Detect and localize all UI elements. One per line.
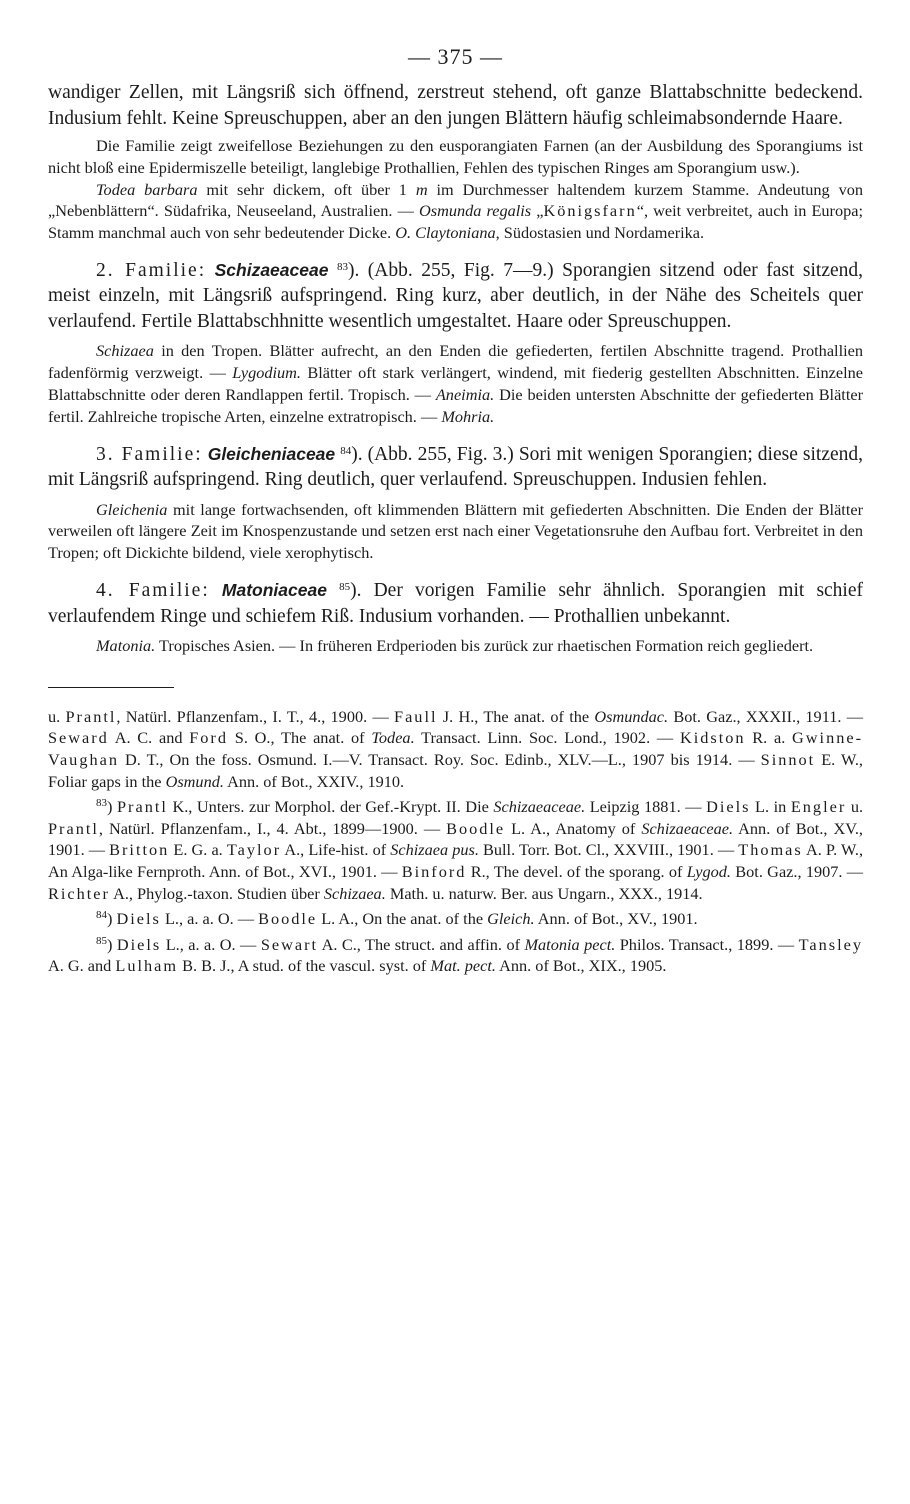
family-label: 2. Familie:	[96, 259, 207, 281]
text-fragment: Bot. Gaz., 1907. —	[731, 862, 864, 882]
text-fragment: Leipzig 1881. —	[585, 797, 707, 817]
text-fragment: , Südostasien und Nordamerika.	[495, 223, 705, 243]
author-name: Kidston	[679, 728, 746, 748]
footnote-84	[48, 908, 863, 930]
family-name: Matoniaceae	[221, 580, 327, 601]
author-name: Tansley	[798, 934, 864, 954]
footnote-number: 83	[96, 797, 107, 810]
text-fragment: A., Life-hist. of	[281, 840, 391, 860]
text-fragment: A. C., The struct. and affin. of	[318, 934, 525, 954]
footnote-divider	[48, 687, 174, 688]
text-fragment: Math. u. naturw. Ber. aus Ungarn., XXX., 1914.	[385, 883, 703, 903]
italic-term: Todea.	[371, 728, 415, 748]
text-fragment: in den Tropen. Blätter aufrecht, an den Enden die gefiederten, fertilen Abschnitte tragend. Prothallien fadenförmig verzweigt. —	[48, 341, 863, 383]
author-name: Taylor	[226, 840, 282, 860]
author-name: Engler	[790, 797, 847, 817]
text-fragment: A. G. and	[48, 956, 116, 976]
text-fragment: , Natürl. Pflanzenfam., I. T., 4., 1900. —	[116, 706, 395, 726]
text-fragment: L., a. a. O. —	[161, 934, 261, 954]
family-label: 4. Familie:	[96, 580, 210, 602]
text-fragment: K., Unters. zur Morphol. der Gef.-Krypt. II. Die	[167, 797, 494, 817]
italic-term: Osmund.	[165, 771, 224, 791]
italic-term: Osmundac.	[594, 706, 669, 726]
text-fragment: Transact. Linn. Soc. Lond., 1902. —	[414, 728, 680, 748]
text-fragment: Die beiden untersten Abschnitte der gefiederten Blätter fertil. Zahlreiche tropische Arten, einzelne extratropisch. —	[48, 385, 863, 426]
text-fragment: mit sehr dickem, oft über 1	[197, 179, 416, 199]
text-fragment: Blätter oft stark verlängert, windend, mit fiederig gestellten Abschnitten. Einzelne Blattabschnitte oder deren Randlappen fertil. Tropisch. —	[48, 363, 863, 405]
author-name: Thomas	[738, 840, 803, 860]
author-name: Boodle	[446, 818, 506, 838]
genus-name: Osmunda regalis	[418, 201, 532, 221]
footnote-number: 84	[96, 909, 107, 922]
text-fragment: “, weit verbreitet, auch in Europa; Stamm manchmal auch von sehr bedeutender Dicke.	[48, 201, 864, 243]
text-fragment: im Durchmesser haltendem kurzem Stamme. Andeutung von „Nebenblättern“. Südafrika, Neuseeland, Australien. —	[48, 179, 864, 221]
italic-term: Mat. pect.	[430, 956, 496, 976]
family-heading-gleicheniaceae	[48, 442, 863, 493]
family-name: Gleicheniaceae	[207, 443, 336, 464]
text-fragment: Bot. Gaz., XXXII., 1911. —	[668, 706, 863, 726]
author-name: Britton	[109, 840, 170, 860]
genus-name: Mohria.	[441, 406, 495, 426]
text-fragment: Philos. Transact., 1899. —	[615, 934, 799, 954]
osmundaceae-note-1: Die Familie zeigt zweifellose Beziehungen zu den eusporangiaten Farnen (an der Ausbildung des Sporangiums ist nicht bloß eine Epidermiszelle beteiligt, langlebige Prothallien, Fehlen des typischen Ringes am Sporangium usw.).	[48, 136, 863, 177]
genus-name: Gleichenia	[96, 499, 168, 519]
text-fragment: )	[107, 909, 117, 929]
page	[48, 44, 863, 977]
family-heading-matoniaceae	[48, 578, 863, 629]
author-name: Sewart	[260, 934, 319, 954]
author-name: Richter	[48, 883, 110, 903]
author-name: Ford	[189, 728, 228, 748]
text-fragment: Ann. of Bot., XXIV., 1910.	[223, 771, 405, 791]
footnote-continued	[48, 706, 863, 792]
text-fragment: A. P. W., An Alga-like Fernproth. Ann. of Bot., XVI., 1901. —	[48, 840, 864, 882]
genus-name: O. Claytoniana	[395, 223, 496, 243]
osmundaceae-note-2	[48, 179, 863, 244]
italic-term: Schizaea.	[323, 883, 386, 903]
author-name: Boodle	[258, 909, 318, 929]
osmundaceae-description: wandiger Zellen, mit Längsriß sich öffnend, zerstreut stehend, oft ganze Blattabschnitte bedeckend. Indusium fehlt. Keine Spreuschuppen, aber an den jungen Blättern häufig schleimabsondernde Haare.	[48, 82, 863, 129]
author-name: Gwinne-Vaughan	[48, 728, 864, 770]
author-name: Sinnot	[760, 750, 816, 770]
text-fragment: Bull. Torr. Bot. Cl., XXVIII., 1901. —	[478, 840, 739, 860]
text-fragment: u.	[846, 797, 864, 817]
text-fragment: Ann. of Bot., XV., 1901. —	[48, 818, 863, 860]
family-description: ). (Abb. 255, Fig. 7—9.) Sporangien sitzend oder fast sitzend, meist einzeln, mit Längsriß aufspringend. Ring kurz, aber deutlich, in der Nähe des Scheitels quer verlaufend. Fertile Blattabschhnitte wesentlich umgestaltet. Haare oder Spreuschuppen.	[48, 259, 864, 332]
family-note-gleicheniaceae	[48, 499, 863, 564]
footnote-number: 85	[96, 934, 107, 947]
genus-name: Matonia.	[96, 636, 156, 656]
text-fragment: J. H., The anat. of the	[437, 706, 595, 726]
text-fragment: mit lange fortwachsenden, oft klimmenden Blättern mit gefiederten Abschnitten. Die Enden der Blätter verweilen oft längere Zeit im Knospenzustande und setzen erst nach einer Vegetationsruhe den Aufbau fort. Verbreitet in den Tropen; oft Dickichte bildend, viele xerophytisch.	[48, 499, 863, 563]
italic-term: Schizaea pus.	[390, 840, 479, 860]
genus-name: Todea barbara	[96, 179, 198, 199]
genus-name: Aneimia.	[435, 385, 495, 405]
text-fragment: Tropisches Asien. — In früheren Erdperioden bis zurück zur rhaetischen Formation reich gegliedert.	[155, 636, 814, 656]
author-name: Prantl	[65, 706, 117, 726]
text-fragment: E. W., Foliar gaps in the	[48, 750, 863, 791]
unit: m	[415, 179, 428, 199]
family-name: Schizaeaceae	[214, 259, 329, 280]
text-fragment: D. T., On the foss. Osmund. I.—V. Transact. Roy. Soc. Edinb., XLV.—L., 1907 bis 1914. —	[118, 750, 761, 770]
genus-name: Schizaea	[96, 341, 154, 361]
footnote-83	[48, 796, 863, 904]
author-name: Faull	[394, 706, 438, 726]
italic-term: Schizaeaceae.	[493, 797, 586, 817]
text-fragment: R., The devel. of the sporang. of	[466, 862, 687, 882]
italic-term: Schizaeaceae.	[641, 818, 734, 838]
text-fragment: E. G. a.	[169, 840, 227, 860]
text-fragment: u.	[48, 706, 66, 726]
text-fragment: L. A., On the anat. of the	[317, 909, 488, 929]
page-number: — 375 —	[408, 44, 503, 69]
author-name: Diels	[116, 909, 161, 929]
footnote-ref[interactable]: 84	[340, 444, 352, 457]
text-fragment: L., a. a. O. —	[160, 909, 259, 929]
author-name: Prantl	[48, 818, 99, 838]
footnote-ref[interactable]: 85	[339, 581, 351, 594]
text-fragment: L. A., Anatomy of	[505, 818, 642, 838]
genus-name: Lygodium.	[232, 363, 301, 383]
text-fragment: Ann. of Bot., XIX., 1905.	[495, 956, 667, 976]
text-fragment: L. in	[750, 797, 791, 817]
family-description: ). (Abb. 255, Fig. 3.) Sori mit wenigen Sporangien; diese sitzend, mit Längsriß aufspringend. Ring deutlich, quer verlaufend. Spreuschuppen. Indusien fehlen.	[48, 443, 864, 491]
spaced-term: Königsfarn	[543, 201, 637, 221]
text-fragment: )	[107, 934, 117, 954]
author-name: Seward	[48, 728, 109, 748]
text-fragment: , Natürl. Pflanzenfam., I., 4. Abt., 1899—1900. —	[98, 818, 447, 838]
family-note-schizaeaceae	[48, 340, 863, 427]
author-name: Diels	[706, 797, 751, 817]
text-fragment: R. a.	[745, 728, 793, 748]
italic-term: Gleich.	[487, 909, 535, 929]
text-fragment: S. O., The anat. of	[228, 728, 372, 748]
text-fragment: Ann. of Bot., XV., 1901.	[534, 909, 698, 929]
text-fragment: )	[107, 797, 117, 817]
italic-term: Lygod.	[686, 862, 732, 882]
author-name: Binford	[401, 862, 467, 882]
author-name: Lulham	[115, 956, 179, 976]
text-fragment: A. C. and	[108, 728, 190, 748]
footnote-85	[48, 934, 863, 977]
italic-term: Matonia pect.	[524, 934, 616, 954]
family-note-matoniaceae	[48, 635, 863, 657]
text-fragment: B. B. J., A stud. of the vascul. syst. of	[178, 956, 431, 976]
text-fragment: „	[531, 201, 544, 221]
family-label: 3. Familie:	[96, 443, 203, 465]
family-heading-schizaeaceae	[48, 258, 863, 335]
footnote-ref[interactable]: 83	[336, 260, 348, 273]
family-description: ). Der vorigen Familie sehr ähnlich. Sporangien mit schief verlaufendem Ringe und schiefem Riß. Indusium vorhanden. — Prothallien unbekannt.	[48, 580, 864, 627]
author-name: Diels	[116, 934, 162, 954]
author-name: Prantl	[117, 797, 168, 817]
text-fragment: A., Phylog.-taxon. Studien über	[109, 883, 324, 903]
